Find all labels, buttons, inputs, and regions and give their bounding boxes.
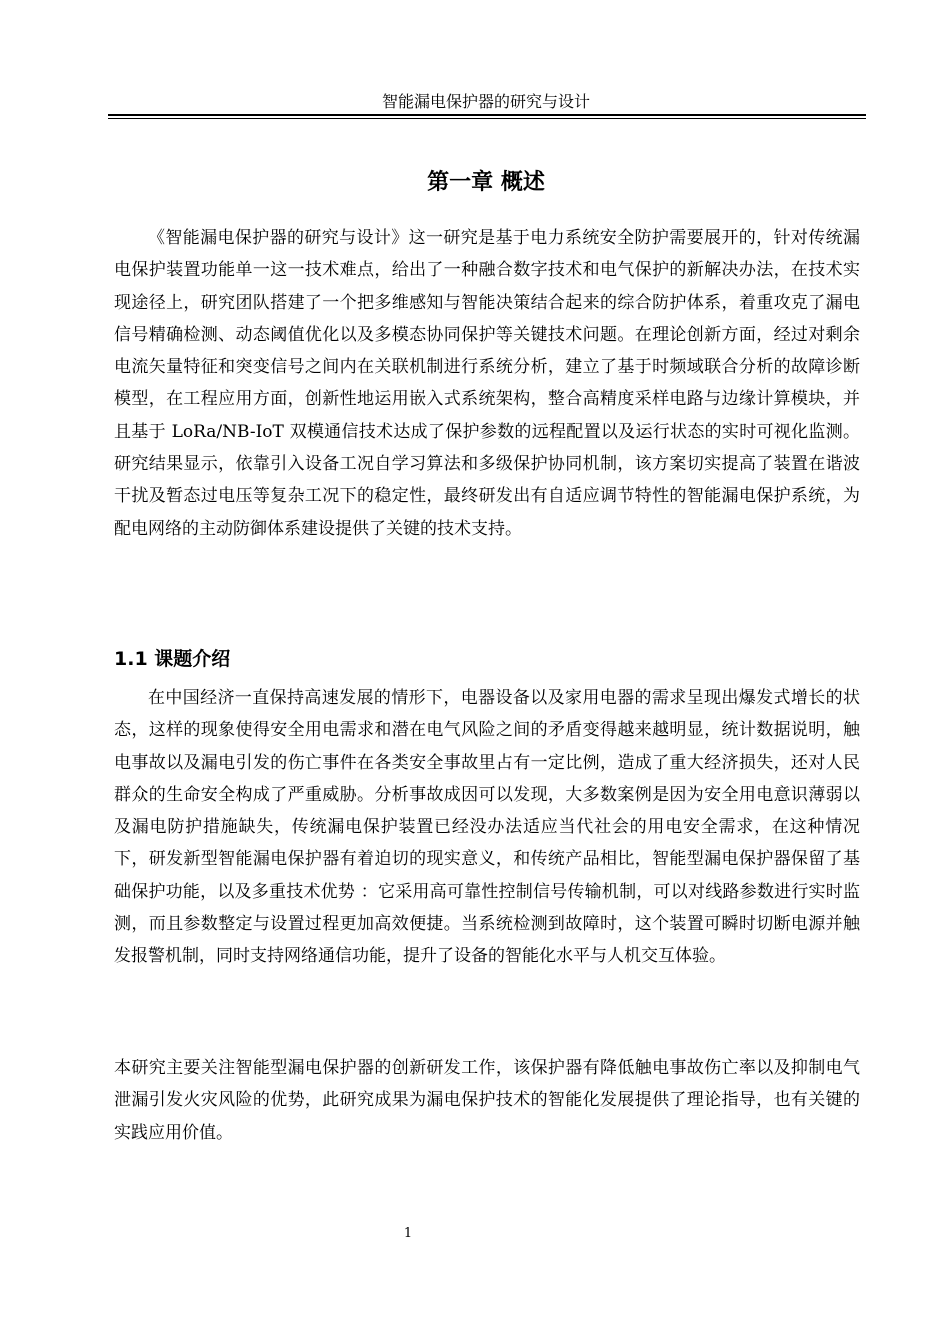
closing-paragraph: 本研究主要关注智能型漏电保护器的创新研发工作，该保护器有降低触电事故伤亡率以及抑制电气泄漏引发火灾风险的优势，此研究成果为漏电保护技术的智能化发展提供了理论指导，也有关键的实践应用价值。 xyxy=(114,1058,860,1143)
intro-paragraph: 《智能漏电保护器的研究与设计》这一研究是基于电力系统安全防护需要展开的，针对传统漏电保护装置功能单一这一技术难点，给出了一种融合数字技术和电气保护的新解决办法，在技术实现途径上，研究团队搭建了一个把多维感知与智能决策结合起来的综合防护体系，着重攻克了漏电信号精确检测、动态阈值优化以及多模态协同保护等关键技术问题。在理论创新方面，经过对剩余电流矢量特征和突变信号之间内在关联机制进行系统分析，建立了基于时频域联合分析的故障诊断模型，在工程应用方面，创新性地运用嵌入式系统架构，整合高精度采样电路与边缘计算模块，并且基于 LoRa/NB-IoT 双模通信技术达成了保护参数的远程配置以及运行状态的实时可视化监测。研究结果显示，依靠引入设备工况自学习算法和多级保护协同机制，该方案切实提高了装置在谐波干扰及暂态过电压等复杂工况下的稳定性，最终研发出有自适应调节特性的智能漏电保护系统，为配电网络的主动防御体系建设提供了关键的技术支持。 xyxy=(114,228,860,539)
header-rule-thin xyxy=(108,118,866,119)
section-paragraph: 在中国经济一直保持高速发展的情形下，电器设备以及家用电器的需求呈现出爆发式增长的状态，这样的现象使得安全用电需求和潜在电气风险之间的矛盾变得越来越明显，统计数据说明，触电事故以及漏电引发的伤亡事件在各类安全事故里占有一定比例，造成了重大经济损失，还对人民群众的生命安全构成了严重威胁。分析事故成因可以发现，大多数案例是因为安全用电意识薄弱以及漏电防护措施缺失，传统漏电保护装置已经没办法适应当代社会的用电安全需求，在这种情况下，研发新型智能漏电保护器有着迫切的现实意义，和传统产品相比，智能型漏电保护器保留了基础保护功能，以及多重技术优势 ：它采用高可靠性控制信号传输机制，可以对线路参数进行实时监测，而且参数整定与设置过程更加高效便捷。当系统检测到故障时，这个装置可瞬时切断电源并触发报警机制，同时支持网络通信功能，提升了设备的智能化水平与人机交互体验。 xyxy=(114,688,860,967)
page-number: 1 xyxy=(403,1226,413,1241)
running-header: 智能漏电保护器的研究与设计 xyxy=(381,92,590,111)
header-rule-thick xyxy=(108,114,866,116)
section-heading: 1.1 课题介绍 xyxy=(114,648,231,670)
chapter-title: 第一章 概述 xyxy=(427,170,545,195)
